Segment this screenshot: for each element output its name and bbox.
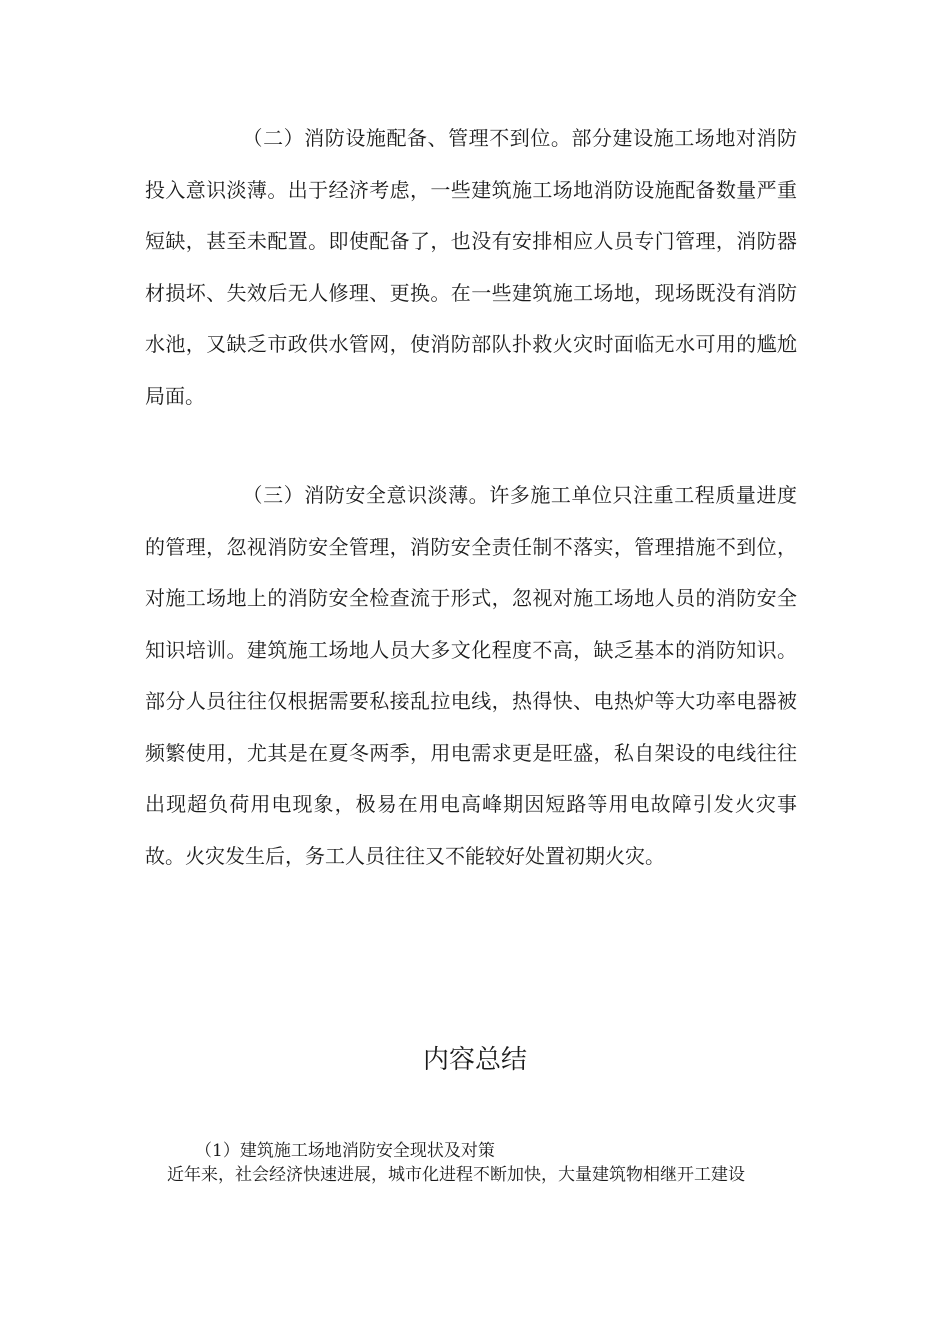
- section-two-text: （二）消防设施配备、管理不到位。部分建设施工场地对消防投入意识淡薄。出于经济考虑，一些建筑施工场地消防设施配备数量严重短缺，甚至未配置。即使配备了，也没有安排相应人员专门管理，消防器材损坏、失效后无人修理、更换。在一些建筑施工场地，现场既没有消防水池，又缺乏市政供水管网，使消防部队扑救火灾时面临无水可用的尴尬局面。: [145, 126, 797, 408]
- section-two-paragraph: [145, 113, 797, 422]
- summary-text: 近年来，社会经济快速进展，城市化进程不断加快，大量建筑物相继开工建设: [167, 1165, 745, 1185]
- summary-title: 内容总结: [422, 1045, 527, 1075]
- section-three-paragraph: [145, 470, 797, 882]
- summary-heading: （1）建筑施工场地消防安全现状及对策: [195, 1141, 495, 1161]
- section-three-text: （三）消防安全意识淡薄。许多施工单位只注重工程质量进度的管理，忽视消防安全管理，消防安全责任制不落实，管理措施不到位，对施工场地上的消防安全检查流于形式，忽视对施工场地人员的消防安全知识培训。建筑施工场地人员大多文化程度不高，缺乏基本的消防知识。部分人员往往仅根据需要私接乱拉电线，热得快、电热炉等大功率电器被频繁使用，尤其是在夏冬两季，用电需求更是旺盛，私自架设的电线往往出现超负荷用电现象，极易在用电高峰期因短路等用电故障引发火灾事故。火灾发生后，务工人员往往又不能较好处置初期火灾。: [145, 483, 797, 868]
- summary-block: [145, 1139, 797, 1187]
